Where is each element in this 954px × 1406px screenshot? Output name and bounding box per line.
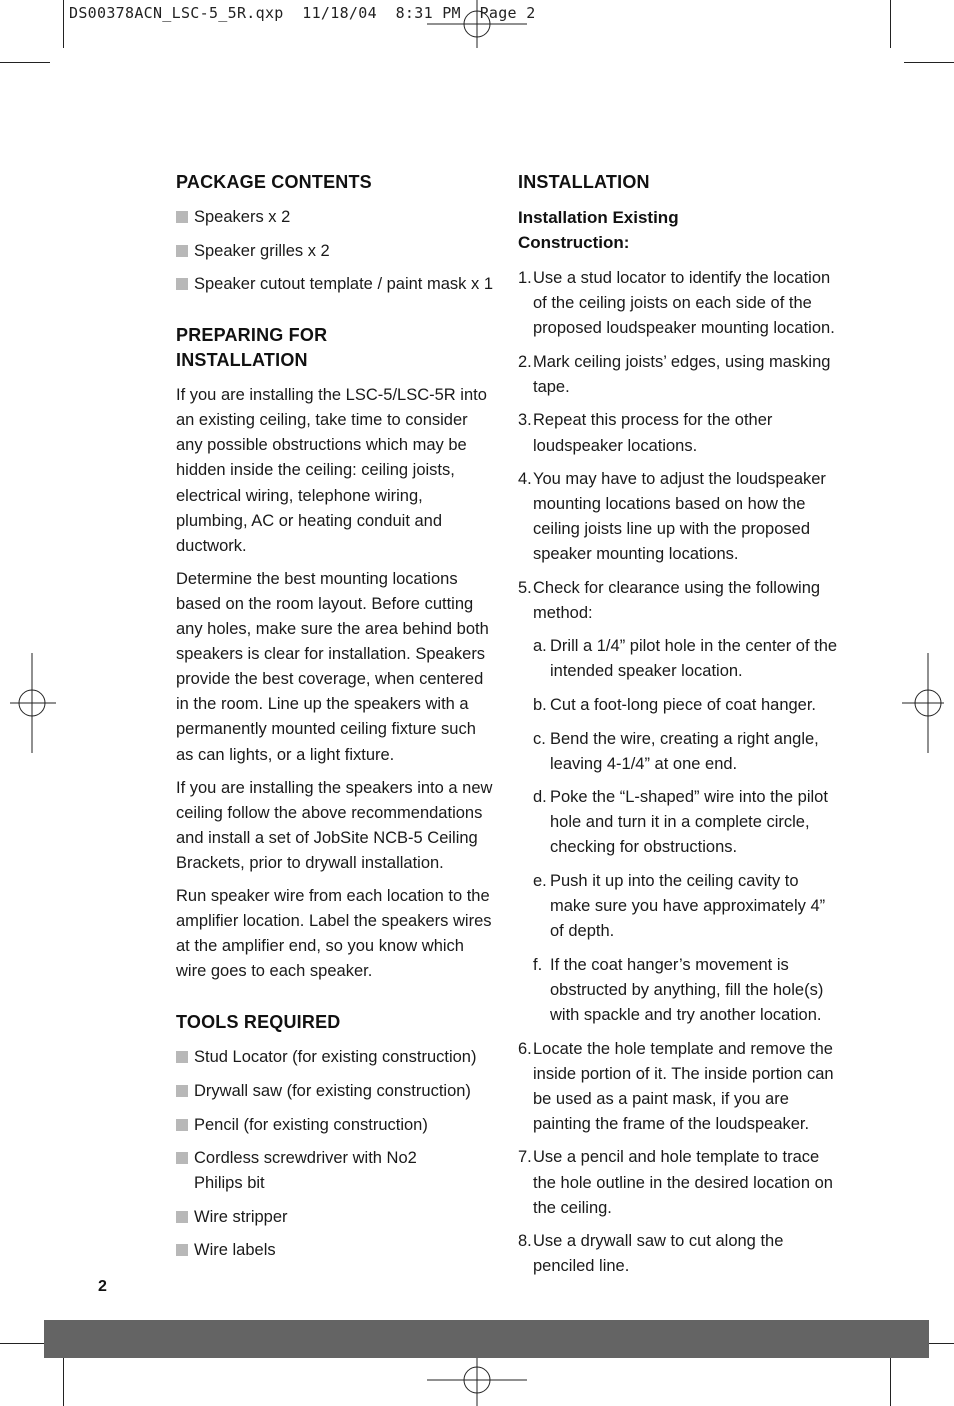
crop-mark-bottom-right-v — [890, 1358, 891, 1406]
list-item: d. Poke the “L-shaped” wire into the pilot hole and turn it in a complete circle, checking for obstructions. — [533, 788, 828, 857]
paragraph: If you are installing the speakers into a new ceiling follow the above recommendations and install a set of JobSite NCB-5 Ceiling Brackets, prior to drywall installation. — [176, 778, 493, 872]
square-bullet-icon — [176, 211, 188, 223]
paragraph: Determine the best mounting locations based on the room layout. Before cutting any holes, make sure the area behind both speakers is clear for installation. Speakers provide the best coverage, when centered in the room. Line up the speakers with a permanently mounted ceiling fixture such as can lights, or a light fixture. — [176, 569, 489, 764]
registration-mark-right — [898, 653, 954, 753]
left-column — [176, 170, 494, 1289]
list-item: Stud Locator (for existing construction) — [176, 1045, 494, 1070]
square-bullet-icon — [176, 278, 188, 290]
preparing-heading: PREPARING FOR INSTALLATION — [176, 325, 328, 371]
list-item: Pencil (for existing construction) — [176, 1113, 494, 1138]
registration-mark-left — [0, 653, 56, 753]
square-bullet-icon — [176, 1119, 188, 1131]
clearance-substeps — [533, 634, 842, 1028]
list-item: 4. You may have to adjust the loudspeaker mounting locations based on how the ceiling joists line up with the proposed speaker mounting locations. — [518, 470, 826, 564]
list-item: 5. Check for clearance using the following method: a. Drill a 1/4” pilot hole in the center of the intended speaker location. b. Cut a foot-long piece of coat hanger. c. Bend the wire, creating a right angle, leaving 4-1/4” at one end. d. Poke the “L-shaped” wire into the pilot hole and turn it in a complete circle, checking for obstructions. e. Push it up into the ceiling cavity to make sure you have approximately 4” of depth. f. If the coat hanger’s movement is obstructed by anything, fill the hole(s) with spackle and try another location. — [518, 576, 842, 1028]
file-slug: DS00378ACN_LSC-5_5R.qxp 11/18/04 8:31 PM Page 2 — [69, 4, 536, 22]
footer-bar — [44, 1320, 929, 1358]
list-item: b. Cut a foot-long piece of coat hanger. — [533, 695, 817, 714]
list-item: Wire stripper — [176, 1205, 494, 1230]
registration-mark-top — [427, 0, 527, 50]
list-item: Wire labels — [176, 1238, 494, 1263]
list-item: e. Push it up into the ceiling cavity to make sure you have approximately 4” of depth. — [533, 871, 826, 941]
paragraph: If you are installing the LSC-5/LSC-5R into an existing ceiling, take time to consider any possible obstructions which may be hidden inside the ceiling: ceiling joists, electrical wiring, telephone wiring, plumbing, AC or heating conduit and ductwork. — [176, 386, 487, 555]
list-item: Drywall saw (for existing construction) — [176, 1079, 494, 1104]
package-contents-heading: PACKAGE CONTENTS — [176, 172, 372, 192]
list-item: Speaker cutout template / paint mask x 1 — [176, 272, 494, 297]
list-item: 8. Use a drywall saw to cut along the penciled line. — [518, 1232, 784, 1276]
list-item: 2. Mark ceiling joists’ edges, using masking tape. — [518, 352, 831, 396]
tools-required-list — [176, 1045, 494, 1263]
page-number: 2 — [98, 1278, 107, 1295]
installation-steps — [518, 266, 842, 1279]
crop-mark-top-left-h — [0, 62, 50, 63]
list-item: c. Bend the wire, creating a right angle, leaving 4-1/4” at one end. — [533, 729, 819, 773]
installation-heading: INSTALLATION — [518, 172, 650, 192]
square-bullet-icon — [176, 1085, 188, 1097]
installation-subheading: Installation Existing Construction: — [518, 208, 679, 252]
list-item: a. Drill a 1/4” pilot hole in the center of the intended speaker location. — [533, 637, 838, 681]
list-item: Speaker grilles x 2 — [176, 239, 494, 264]
registration-mark-bottom — [427, 1356, 527, 1406]
crop-mark-top-left-v — [63, 0, 64, 48]
crop-mark-top-right-v — [890, 0, 891, 48]
crop-mark-top-right-h — [904, 62, 954, 63]
list-item: Cordless screwdriver with No2 Philips bit — [176, 1146, 494, 1196]
square-bullet-icon — [176, 1051, 188, 1063]
right-column — [518, 170, 842, 1288]
square-bullet-icon — [176, 1211, 188, 1223]
crop-mark-bottom-left-h — [0, 1343, 50, 1344]
list-item: 3. Repeat this process for the other loudspeaker locations. — [518, 411, 773, 455]
crop-mark-bottom-left-v — [63, 1358, 64, 1406]
list-item: 6. Locate the hole template and remove the inside portion of it. The inside portion can be used as a paint mask, if you are painting the frame of the loudspeaker. — [518, 1039, 834, 1133]
list-item: 1. Use a stud locator to identify the location of the ceiling joists on each side of the proposed loudspeaker mounting location. — [518, 269, 835, 338]
paragraph: Run speaker wire from each location to the amplifier location. Label the speakers wires at the amplifier end, so you know which wire goes to each speaker. — [176, 886, 492, 981]
tools-required-heading: TOOLS REQUIRED — [176, 1012, 341, 1033]
square-bullet-icon — [176, 1244, 188, 1256]
package-contents-list — [176, 205, 494, 297]
list-item: f. If the coat hanger’s movement is obstructed by anything, fill the hole(s) with spackle and try another location. — [533, 955, 824, 1024]
list-item: Speakers x 2 — [176, 205, 494, 230]
list-item: 7. Use a pencil and hole template to trace the hole outline in the desired location on the ceiling. — [518, 1148, 833, 1217]
square-bullet-icon — [176, 245, 188, 257]
square-bullet-icon — [176, 1152, 188, 1164]
